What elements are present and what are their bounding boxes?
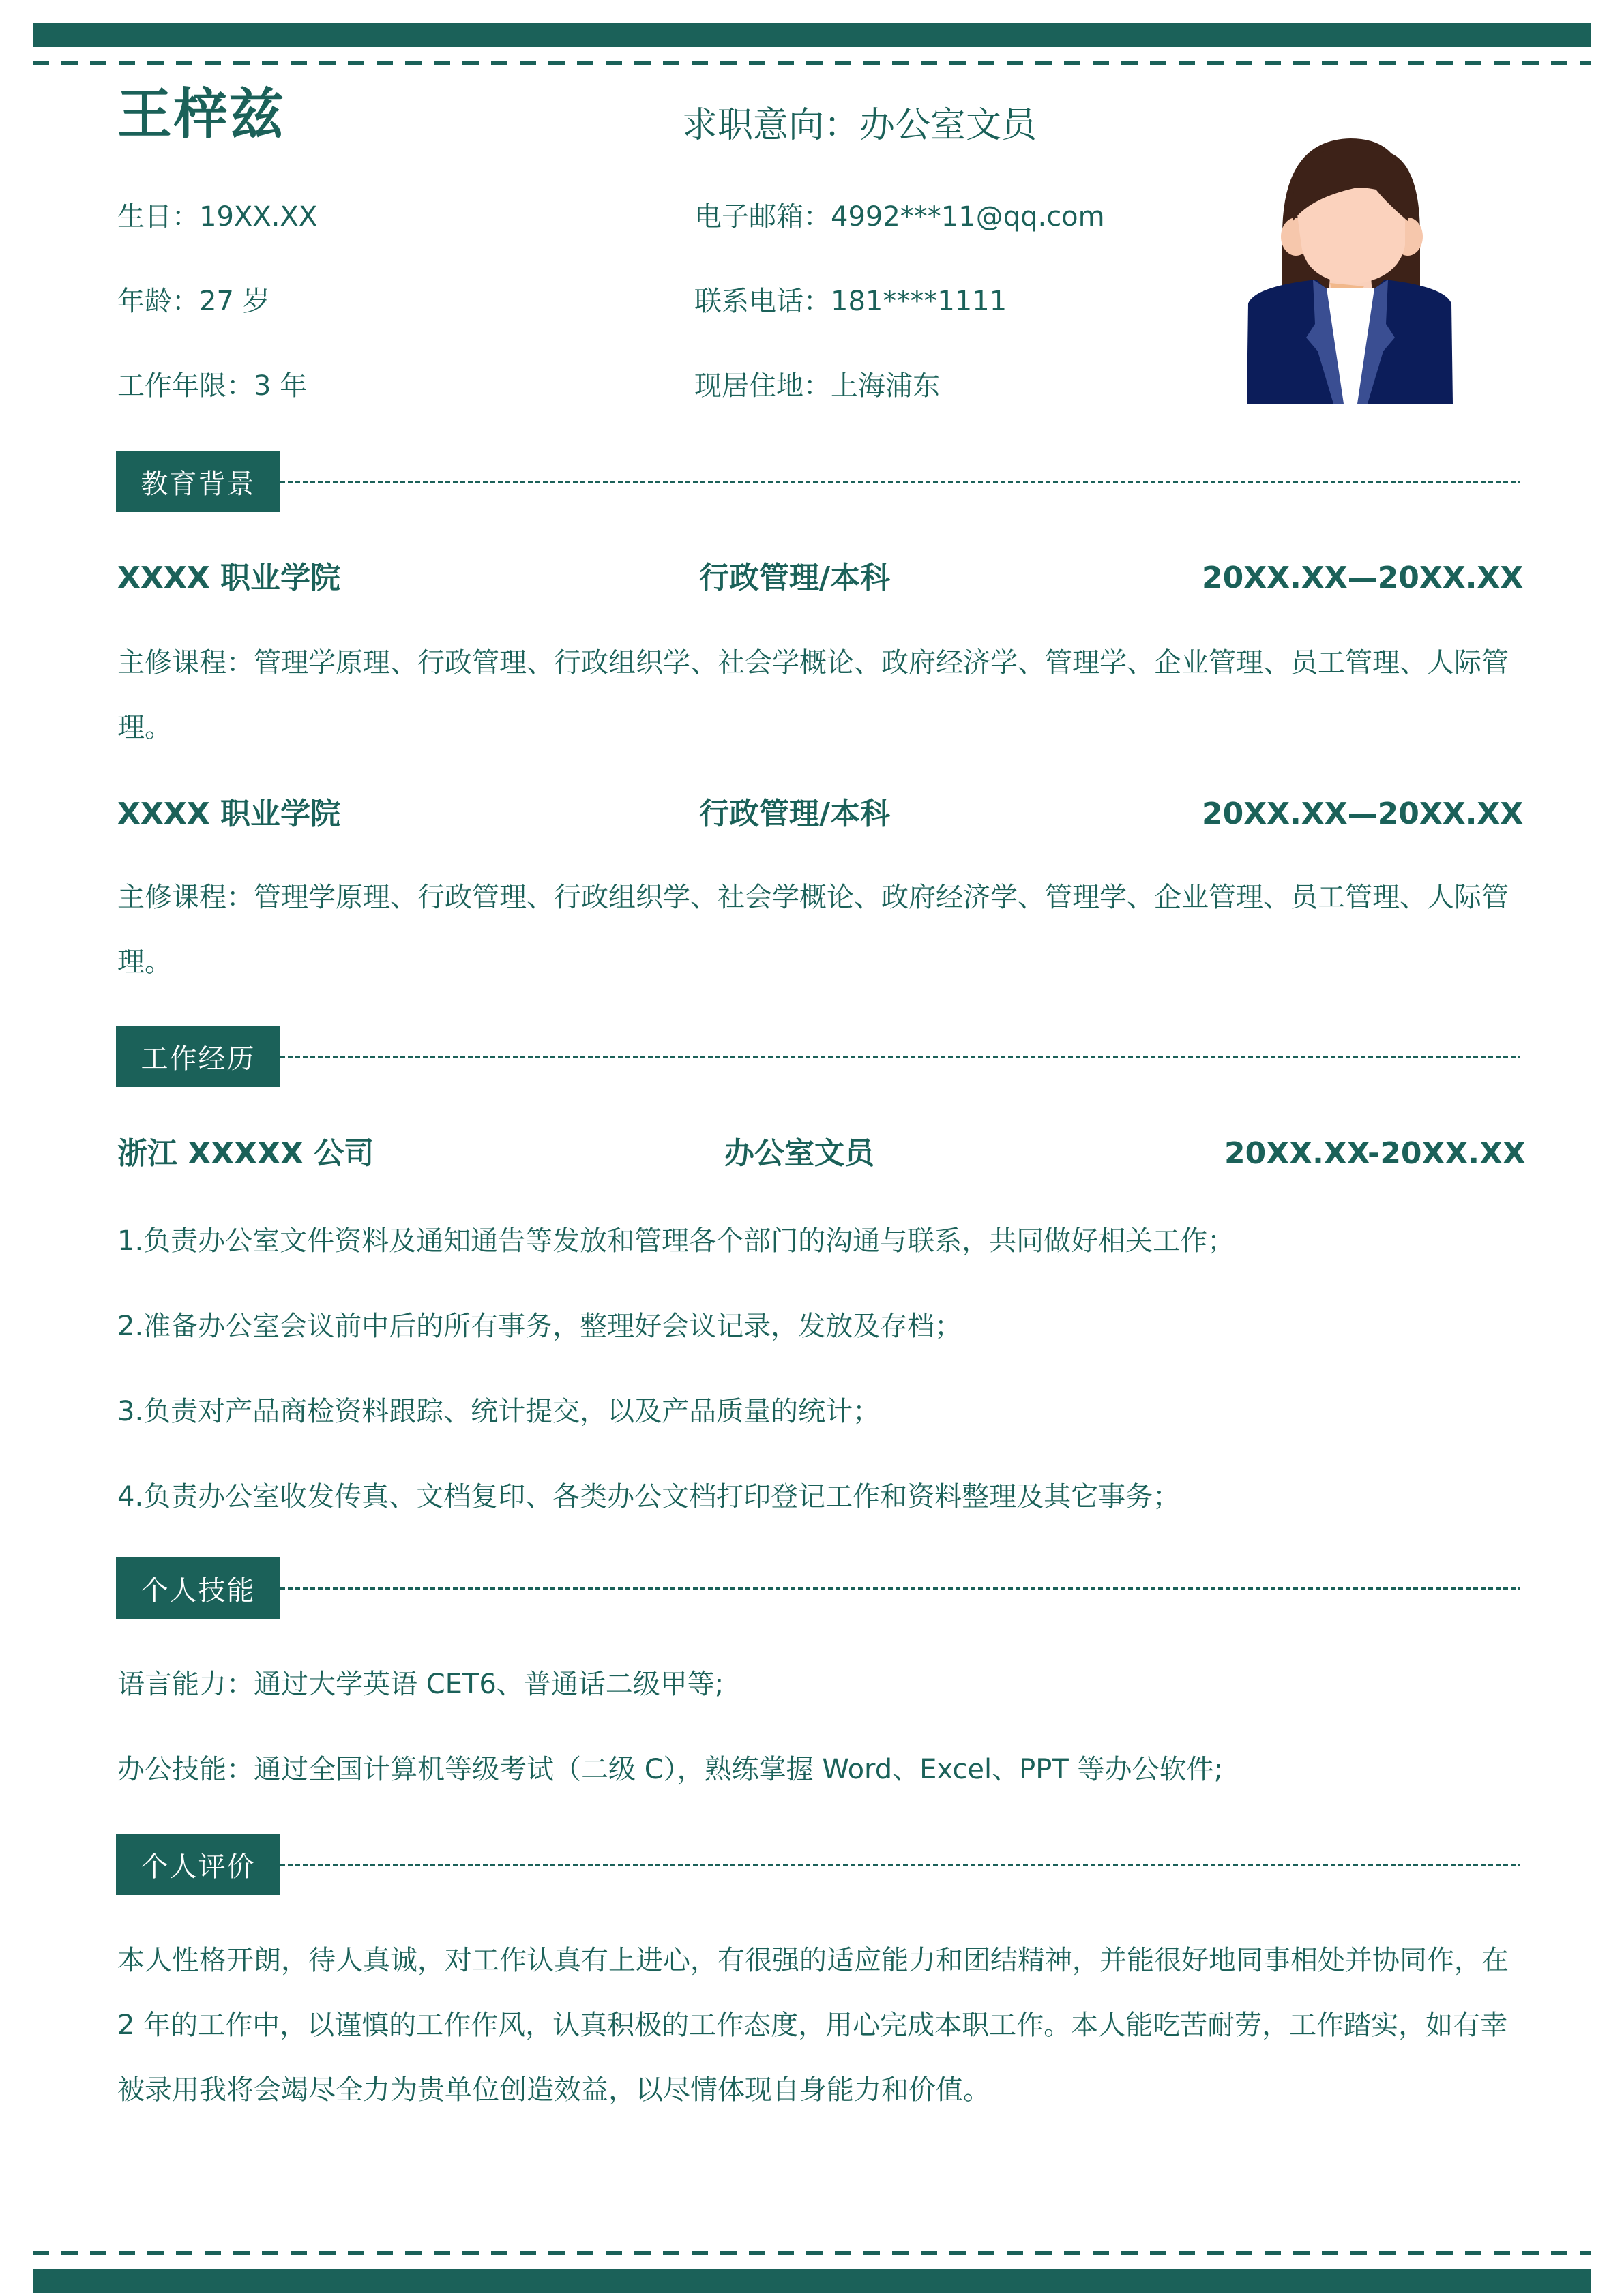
edu-1-period: 20XX.XX—20XX.XX xyxy=(1202,561,1524,595)
section-title-work: 工作经历 xyxy=(141,1043,256,1075)
edu-1-school: XXXX 职业学院 xyxy=(117,561,341,595)
bottom-bar xyxy=(33,2269,1591,2293)
info-location: 现居住地：上海浦东 xyxy=(694,370,940,402)
info-birthday: 生日：19XX.XX xyxy=(117,201,318,233)
edu-1-major: 行政管理/本科 xyxy=(699,561,891,595)
work-company: 浙江 XXXXX 公司 xyxy=(117,1136,374,1171)
work-period: 20XX.XX-20XX.XX xyxy=(1224,1136,1526,1171)
work-duty-1: 1.负责办公室文件资料及通知通告等发放和管理各个部门的沟通与联系，共同做好相关工作； xyxy=(117,1225,1235,1257)
skill-office: 办公技能：通过全国计算机等级考试（二级 C），熟练掌握 Word、Excel、PPT 等办公软件; xyxy=(117,1754,1223,1785)
work-position: 办公室文员 xyxy=(724,1136,874,1171)
section-divider-education xyxy=(280,481,1520,483)
self-evaluation-text: 本人性格开朗，待人真诚，对工作认真有上进心，有很强的适应能力和团结精神，并能很好地同事相处并协同作，在 2 年的工作中，以谨慎的工作作风，认真积极的工作态度，用心完成本职工作。本人能吃苦耐劳，工作踏实，如有幸被录用我将会竭尽全力为贵单位创造效益，以尽情体现自身能力和价值。 xyxy=(117,1945,1509,2106)
info-phone: 联系电话：181****1111 xyxy=(694,286,1007,317)
section-header-evaluation xyxy=(116,1834,280,1895)
work-duty-3: 3.负责对产品商检资料跟踪、统计提交，以及产品质量的统计； xyxy=(117,1396,881,1427)
section-divider-skills xyxy=(280,1587,1520,1590)
female-avatar-icon xyxy=(1241,133,1458,404)
section-divider-evaluation xyxy=(280,1864,1520,1866)
section-header-work xyxy=(116,1026,280,1087)
edu-2-courses: 主修课程：管理学原理、行政管理、行政组织学、社会学概论、政府经济学、管理学、企业管理、员工管理、人际管理。 xyxy=(117,882,1509,978)
bottom-dashed-divider xyxy=(33,2251,1591,2255)
top-dashed-divider xyxy=(33,61,1591,65)
info-age: 年龄：27 岁 xyxy=(117,286,270,317)
job-intent: 求职意向：办公室文员 xyxy=(682,105,1037,146)
edu-2-period: 20XX.XX—20XX.XX xyxy=(1202,796,1524,831)
section-title-skills: 个人技能 xyxy=(141,1575,256,1607)
info-work-years: 工作年限：3 年 xyxy=(117,370,308,402)
top-bar xyxy=(33,23,1591,47)
edu-2-major: 行政管理/本科 xyxy=(699,796,891,831)
candidate-name: 王梓兹 xyxy=(117,83,285,146)
section-title-evaluation: 个人评价 xyxy=(141,1851,256,1883)
section-title-education: 教育背景 xyxy=(141,468,256,500)
work-duty-4: 4.负责办公室收发传真、文档复印、各类办公文档打印登记工作和资料整理及其它事务； xyxy=(117,1481,1181,1512)
skill-language: 语言能力：通过大学英语 CET6、普通话二级甲等; xyxy=(117,1669,724,1700)
section-header-skills xyxy=(116,1557,280,1619)
section-divider-work xyxy=(280,1056,1520,1058)
info-email: 电子邮箱：4992***11@qq.com xyxy=(694,201,1105,233)
edu-2-school: XXXX 职业学院 xyxy=(117,796,341,831)
section-header-education xyxy=(116,451,280,512)
work-duty-2: 2.准备办公室会议前中后的所有事务，整理好会议记录，发放及存档； xyxy=(117,1311,962,1342)
edu-1-courses: 主修课程：管理学原理、行政管理、行政组织学、社会学概论、政府经济学、管理学、企业管理、员工管理、人际管理。 xyxy=(117,647,1509,743)
